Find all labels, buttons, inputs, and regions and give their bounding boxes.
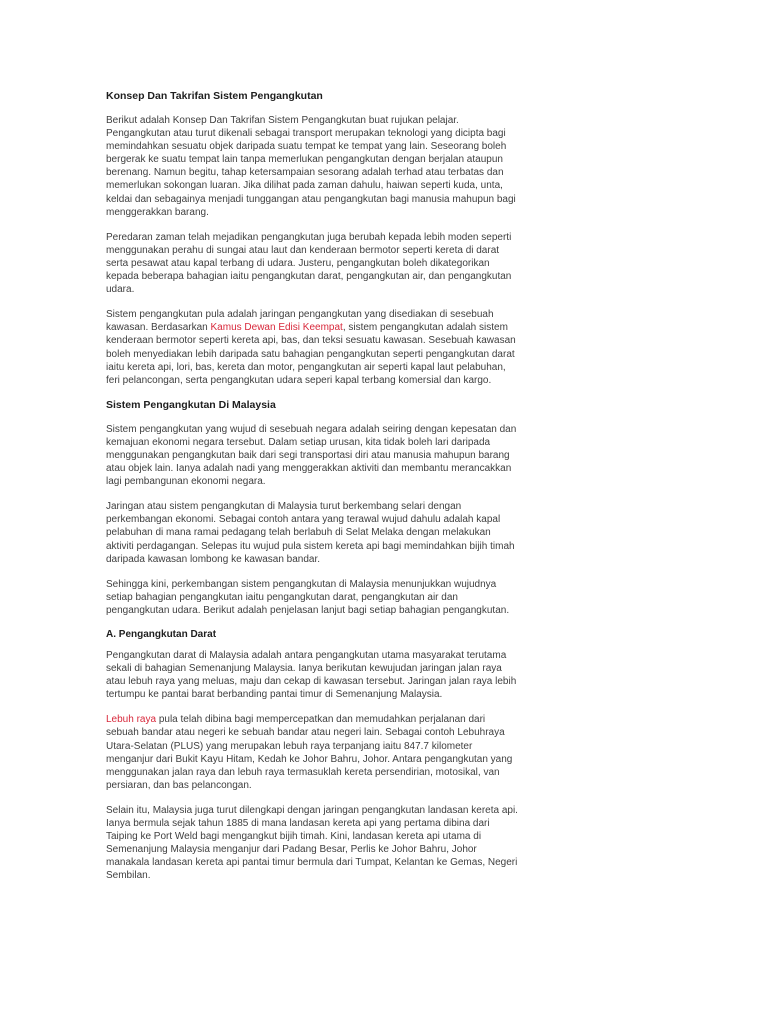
lebuh-raya-link[interactable]: Lebuh raya <box>106 714 157 726</box>
paragraph <box>106 308 520 387</box>
paragraph <box>106 713 520 792</box>
paragraph-text: Sistem pengangkutan pula adalah jaringan pengangkutan yang disediakan di sesebuah kawasan. Berdasarkan <box>106 309 494 334</box>
paragraph: Sehingga kini, perkembangan sistem pengangkutan di Malaysia menunjukkan wujudnya setiap bahagian pengangkutan iaitu pengangkutan darat, pengangkutan air dan pengangkutan udara. Berikut adalah penjelasan lanjut bagi setiap bahagian pengangkutan. <box>106 578 510 616</box>
article-content <box>106 90 520 895</box>
paragraph: Peredaran zaman telah mejadikan pengangkutan juga berubah kepada lebih moden seperti menggunakan perahu di sungai atau laut dan kenderaan bermotor seperti kereta di darat serta pesawat atau kapal terbang di udara. Justeru, pengangkutan boleh dikategorikan kepada beberapa bahagian iaitu pengangkutan darat, pengangkutan air, dan pengangkutan udara. <box>106 231 512 296</box>
paragraph: Pengangkutan darat di Malaysia adalah antara pengangkutan utama masyarakat terutama sekali di bahagian Semenanjung Malaysia. Ianya berikutan kewujudan jaringan jalan raya atau lebuh raya yang meluas, maju dan cekap di kawasan tersebut. Jaringan jalan raya lebih tertumpu ke pantai barat berbanding pantai timur di Semenanjung Malaysia. <box>106 650 517 701</box>
paragraph: Berikut adalah Konsep Dan Takrifan Sistem Pengangkutan buat rujukan pelajar. Pengangkutan atau turut dikenali sebagai transport merupakan teknologi yang dicipta bagi memindahkan sesuatu objek daripada suatu tempat ke tempat yang lain. Seseorang boleh bergerak ke suatu tempat lain tanpa memerlukan pengangkutan dengan berjalan ataupun berenang. Namun begitu, tahap ketersampaian sesorang adalah terhad atau terbatas dan memerlukan sokongan luaran. Jika dilihat pada zaman dahulu, haiwan seperti kuda, unta, keldai dan sebagainya menjadi tunggangan atau pengangkutan bagi manusia mahupun bagi menggerakkan barang. <box>106 115 516 218</box>
paragraph: Jaringan atau sistem pengangkutan di Malaysia turut berkembang selari dengan perkembangan ekonomi. Sebagai contoh antara yang terawal wujud dahulu adalah kapal pelabuhan di mana ramai pedagang telah berlabuh di Selat Melaka dengan melakukan aktiviti perdagangan. Selepas itu wujud pula sistem kereta api bagi memindahkan bijih timah daripada kawasan lombong ke kawasan bandar. <box>106 501 515 565</box>
section-title-malaysia: Sistem Pengangkutan Di Malaysia <box>106 398 276 411</box>
subsection-title-darat: A. Pengangkutan Darat <box>106 629 217 640</box>
section-title-konsep: Konsep Dan Takrifan Sistem Pengangkutan <box>106 90 323 102</box>
kamus-dewan-link[interactable]: Kamus Dewan Edisi Keempat <box>210 322 343 334</box>
paragraph-text: , sistem pengangkutan adalah sistem kenderaan bermotor seperti kereta api, bas, dan teksi sesuatu kawasan. Sesebuah kawasan boleh menyediakan lebih daripada satu bahagian pengangkutan seperti pengangkutan darat iaitu kereta api, lori, bas, kereta dan motor, pengangkutan air seperti kapal laut pelabuhan, feri pelancongan, serta pengangkutan udara seperi kapal terbang komersial dan kargo. <box>106 322 516 386</box>
paragraph: Selain itu, Malaysia juga turut dilengkapi dengan jaringan pengangkutan landasan kereta api. Ianya bermula sejak tahun 1885 di mana landasan kereta api yang pertama dibina dari Taiping ke Port Weld bagi mengangkut bijih timah. Kini, landasan kereta api utama di Semenanjung Malaysia menganjur dari Padang Besar, Perlis ke Johor Bahru, Johor manakala landasan kereta api pantai timur bermula dari Tumpat, Kelantan ke Gemas, Negeri Sembilan. <box>106 804 518 882</box>
paragraph-text: pula telah dibina bagi mempercepatkan dan memudahkan perjalanan dari sebuah bandar atau negeri ke sebuah bandar atau negeri lain. Sebagai contoh Lebuhraya Utara-Selatan (PLUS) yang merupakan lebuh raya terpanjang iaitu 847.7 kilometer menganjur dari Bukit Kayu Hitam, Kedah ke Johor Bahru, Johor. Antara pengangkutan yang menggunakan jalan raya dan lebuh raya termasuklah kereta persendirian, motosikal, van persiaran, dan bas pelancongan. <box>106 714 513 791</box>
paragraph: Sistem pengangkutan yang wujud di sesebuah negara adalah seiring dengan kepesatan dan kemajuan ekonomi negara tersebut. Dalam setiap urusan, kita tidak boleh lari daripada menggunakan pengangkutan baik dari segi transportasi diri atau manusia mahupun barang atau objek lain. Ianya adalah nadi yang menggerakkan aktiviti dan membantu merancakkan lagi pembangunan ekonomi negara. <box>106 423 517 488</box>
